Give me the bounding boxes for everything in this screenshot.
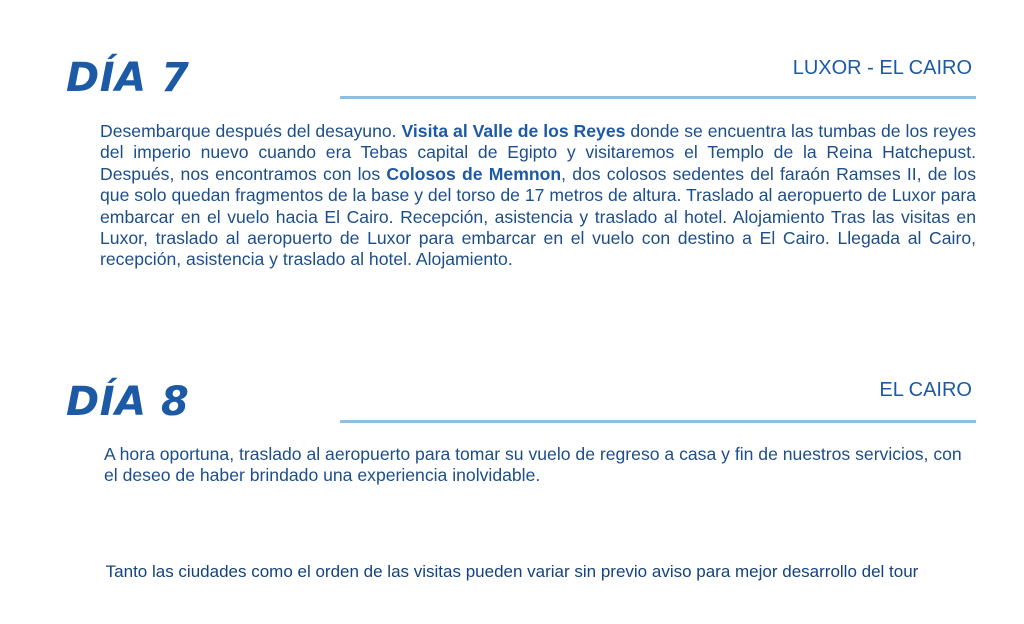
day-7-route: LUXOR - EL CAIRO xyxy=(792,57,972,79)
day-8-title: DÍA 8 xyxy=(66,379,190,425)
day-8-description: A hora oportuna, traslado al aeropuerto para tomar su vuelo de regreso a casa y fin de nuestros servicios, con el deseo de haber brindado una experiencia inolvidable. xyxy=(104,444,962,486)
day-7-description xyxy=(100,121,976,271)
day-7-divider xyxy=(340,96,976,99)
day-8-route: EL CAIRO xyxy=(879,379,972,401)
day-7-text-1: Desembarque después del desayuno. xyxy=(100,121,402,141)
day-7-title: DÍA 7 xyxy=(66,55,190,101)
day-7-text-2: donde se encuentra las tumbas de los reyes del imperio nuevo cuando era Tebas capital de Egipto y visitaremos el Templo de la Reina Hatchepust. Después, nos encontramos con los xyxy=(100,121,976,184)
day-7-highlight-colosos: Colosos de Memnon xyxy=(386,163,562,184)
footer-note: Tanto las ciudades como el orden de las visitas pueden variar sin previo aviso para mejor desarrollo del tour xyxy=(105,562,919,581)
day-8-divider xyxy=(340,420,976,423)
day-7-text-3: , dos colosos sedentes del faraón Ramses II, de los que solo quedan fragmentos de la base y del torso de 17 metros de altura. Traslado al aeropuerto de Luxor para embarcar en el vuelo hacia El Cairo. Recepción, asistencia y traslado al hotel. Alojamiento Tras las visitas en Luxor, traslado al aeropuerto de Luxor para embarcar en el vuelo con destino a El Cairo. Llegada al Cairo, recepción, asistencia y traslado al hotel. Alojamiento. xyxy=(100,163,977,270)
day-7-highlight-valle: Visita al Valle de los Reyes xyxy=(401,121,626,141)
